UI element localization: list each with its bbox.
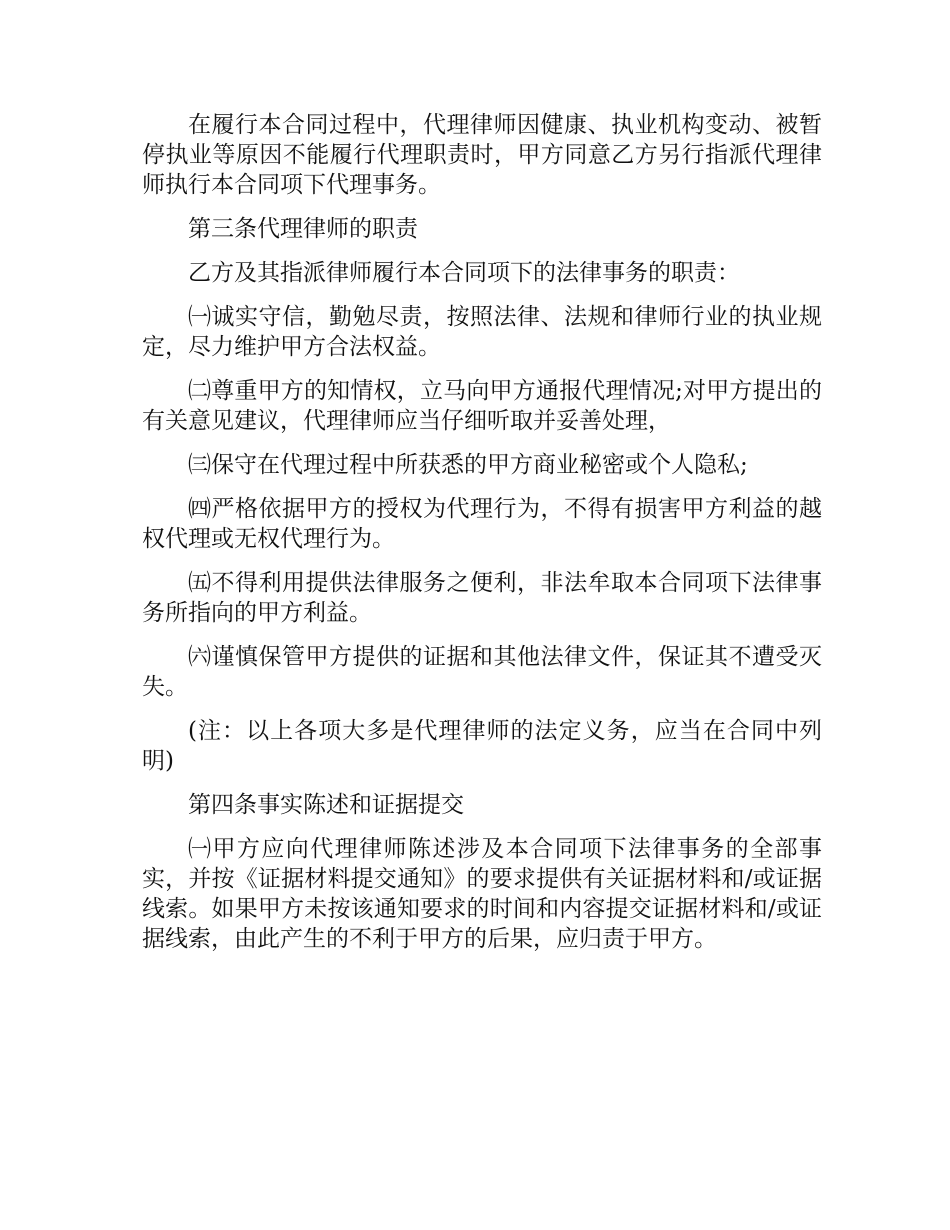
paragraph-duty-2: ㈡尊重甲方的知情权，立马向甲方通报代理情况;对甲方提出的有关意见建议，代理律师应当仔细听取并妥善处理， (142, 378, 822, 434)
section-heading-article-3: 第三条代理律师的职责 (188, 216, 418, 242)
paragraph-note: (注：以上各项大多是代理律师的法定义务，应当在合同中列明) (142, 718, 822, 774)
paragraph-duty-3: ㈢保守在代理过程中所获悉的甲方商业秘密或个人隐私; (188, 452, 748, 478)
paragraph-evidence-1: ㈠甲方应向代理律师陈述涉及本合同项下法律事务的全部事实，并按《证据材料提交通知》的要求提供有关证据材料和/或证据线索。如果甲方未按该通知要求的时间和内容提交证据材料和/或证据线索，由此产生的不利于甲方的后果，应归责于甲方。 (142, 836, 822, 952)
paragraph-duty-4: ㈣严格依据甲方的授权为代理行为，不得有损害甲方利益的越权代理或无权代理行为。 (142, 496, 822, 552)
paragraph-duty-1: ㈠诚实守信，勤勉尽责，按照法律、法规和律师行业的执业规定，尽力维护甲方合法权益。 (142, 304, 822, 360)
paragraph-duties-intro: 乙方及其指派律师履行本合同项下的法律事务的职责： (188, 260, 740, 286)
paragraph-duty-5: ㈤不得利用提供法律服务之便利，非法牟取本合同项下法律事务所指向的甲方利益。 (142, 570, 822, 626)
paragraph-duty-6: ㈥谨慎保管甲方提供的证据和其他法律文件，保证其不遭受灭失。 (142, 644, 822, 700)
section-heading-article-4: 第四条事实陈述和证据提交 (188, 792, 464, 818)
document-page (142, 110, 822, 968)
paragraph-agent-replacement: 在履行本合同过程中，代理律师因健康、执业机构变动、被暂停执业等原因不能履行代理职责时，甲方同意乙方另行指派代理律师执行本合同项下代理事务。 (142, 112, 822, 198)
